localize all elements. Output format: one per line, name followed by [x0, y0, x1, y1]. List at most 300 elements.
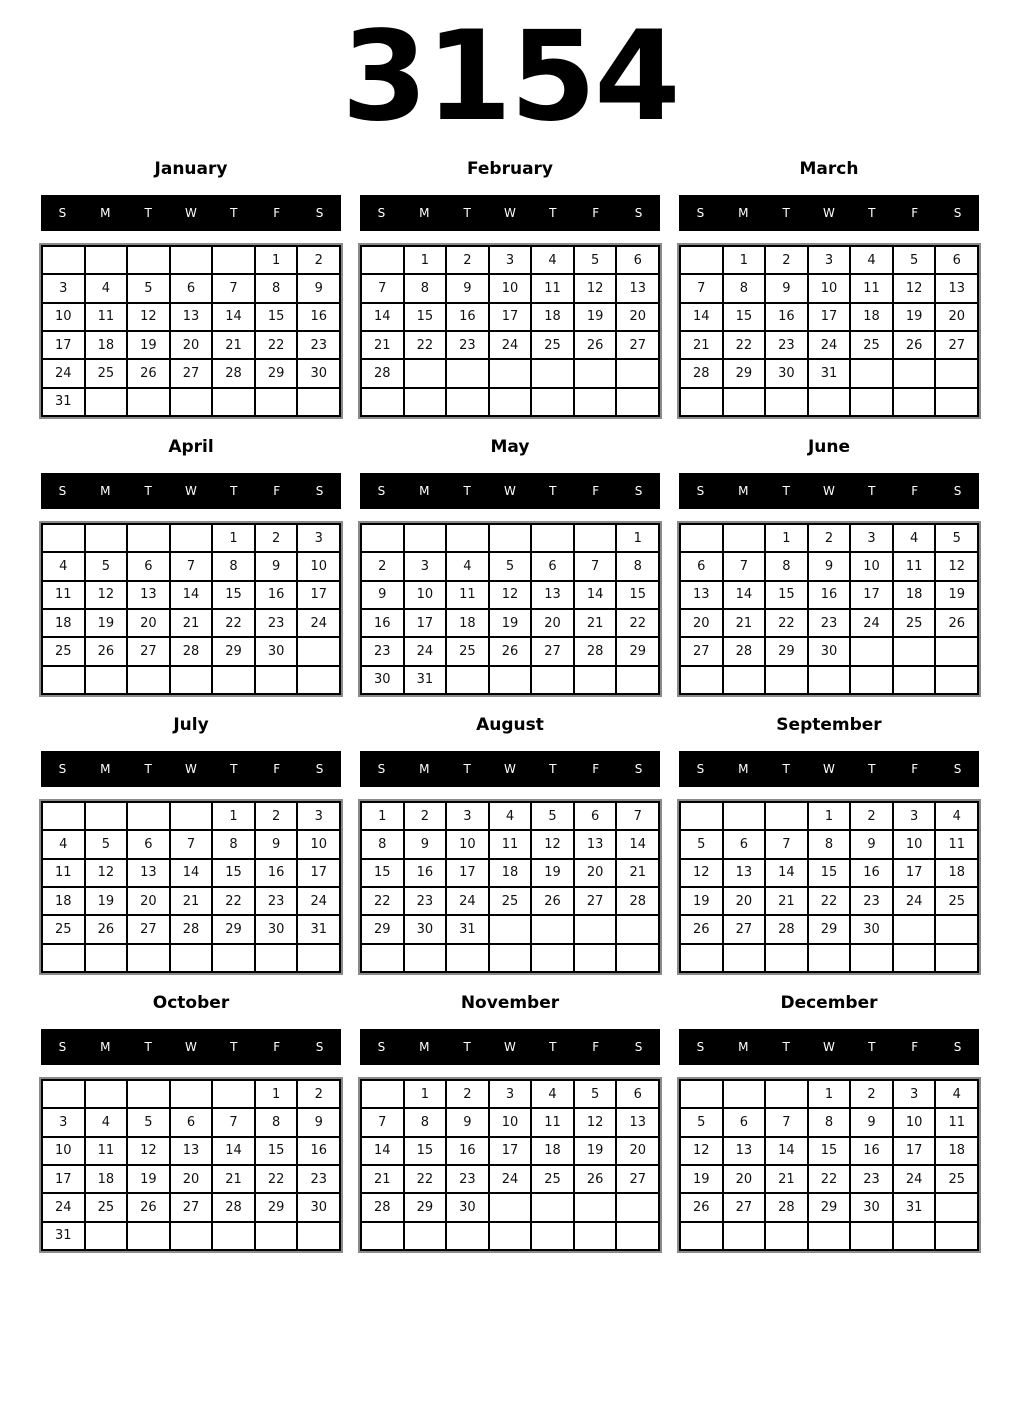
- date-cell: 23: [766, 332, 807, 358]
- date-cell: 28: [766, 1194, 807, 1220]
- weekday-header: [679, 473, 979, 509]
- weekday-label: S: [315, 762, 324, 776]
- date-cell: 29: [213, 916, 254, 942]
- date-cell: 12: [128, 304, 169, 330]
- date-cell: 22: [724, 332, 765, 358]
- weekday-label: S: [377, 206, 386, 220]
- date-cell: 12: [128, 1138, 169, 1164]
- empty-cell: [490, 1223, 531, 1249]
- weekday-label: S: [377, 1040, 386, 1054]
- weekday-label: W: [823, 206, 835, 220]
- weekday-label: T: [868, 762, 876, 776]
- date-cell: 19: [681, 1166, 722, 1192]
- date-cell: 23: [809, 610, 850, 636]
- month-block: [360, 143, 660, 417]
- weekday-label: M: [419, 1040, 430, 1054]
- empty-cell: [936, 360, 977, 386]
- date-cell: 19: [490, 610, 531, 636]
- empty-cell: [171, 667, 212, 693]
- date-cell: 27: [617, 332, 658, 358]
- date-cell: 17: [298, 860, 339, 886]
- date-cell: 19: [128, 1166, 169, 1192]
- date-cell: 20: [617, 304, 658, 330]
- date-cell: 26: [86, 916, 127, 942]
- empty-cell: [936, 1223, 977, 1249]
- date-cell: 15: [617, 582, 658, 608]
- weekday-label: F: [592, 484, 600, 498]
- empty-cell: [298, 389, 339, 415]
- weekday-header: [679, 195, 979, 231]
- empty-cell: [532, 389, 573, 415]
- date-cell: 8: [405, 1109, 446, 1135]
- empty-cell: [724, 1081, 765, 1107]
- year-title: 3154: [341, 5, 679, 149]
- date-cell: 28: [171, 638, 212, 664]
- empty-cell: [809, 389, 850, 415]
- date-cell: 10: [851, 553, 892, 579]
- date-cell: 13: [681, 582, 722, 608]
- weekday-label: W: [185, 484, 197, 498]
- date-cell: 16: [298, 304, 339, 330]
- date-cell: 17: [405, 610, 446, 636]
- date-cell: 30: [851, 916, 892, 942]
- empty-cell: [171, 1223, 212, 1249]
- date-cell: 15: [213, 582, 254, 608]
- date-cell: 17: [490, 1138, 531, 1164]
- date-cell: 22: [256, 1166, 297, 1192]
- date-cell: 10: [43, 304, 84, 330]
- date-cell: 30: [766, 360, 807, 386]
- date-cell: 9: [851, 1109, 892, 1135]
- empty-cell: [256, 389, 297, 415]
- date-cell: 26: [575, 332, 616, 358]
- date-cell: 30: [405, 916, 446, 942]
- weekday-label: F: [911, 1040, 919, 1054]
- weekday-label: T: [549, 762, 557, 776]
- date-cell: 5: [128, 1109, 169, 1135]
- weekday-header: [41, 473, 341, 509]
- month-block: [679, 977, 979, 1251]
- empty-cell: [490, 525, 531, 551]
- weekday-label: S: [377, 484, 386, 498]
- date-cell: 2: [298, 1081, 339, 1107]
- date-cell: 16: [405, 860, 446, 886]
- date-cell: 1: [766, 525, 807, 551]
- date-cell: 10: [490, 275, 531, 301]
- date-cell: 12: [86, 582, 127, 608]
- empty-cell: [447, 389, 488, 415]
- weekday-label: S: [315, 1040, 324, 1054]
- date-cell: 7: [766, 1109, 807, 1135]
- date-cell: 23: [256, 610, 297, 636]
- empty-cell: [617, 1223, 658, 1249]
- date-cell: 22: [766, 610, 807, 636]
- date-cell: 27: [681, 638, 722, 664]
- weekday-label: T: [230, 1040, 238, 1054]
- empty-cell: [298, 945, 339, 971]
- date-cell: 16: [851, 1138, 892, 1164]
- empty-cell: [851, 1223, 892, 1249]
- empty-cell: [362, 525, 403, 551]
- weekday-label: S: [58, 1040, 67, 1054]
- date-cell: 16: [362, 610, 403, 636]
- weekday-label: S: [953, 762, 962, 776]
- date-cell: 8: [724, 275, 765, 301]
- date-cell: 4: [86, 1109, 127, 1135]
- date-cell: 2: [851, 1081, 892, 1107]
- empty-cell: [681, 247, 722, 273]
- date-cell: 27: [171, 360, 212, 386]
- date-cell: 25: [43, 916, 84, 942]
- weekday-label: W: [504, 484, 516, 498]
- date-cell: 4: [447, 553, 488, 579]
- date-cell: 5: [894, 247, 935, 273]
- date-cell: 26: [490, 638, 531, 664]
- date-grid: [360, 801, 660, 973]
- date-cell: 8: [405, 275, 446, 301]
- date-cell: 13: [724, 860, 765, 886]
- date-cell: 19: [936, 582, 977, 608]
- date-cell: 22: [809, 1166, 850, 1192]
- empty-cell: [681, 945, 722, 971]
- weekday-label: W: [185, 1040, 197, 1054]
- date-grid: [360, 245, 660, 417]
- date-cell: 19: [128, 332, 169, 358]
- date-cell: 11: [447, 582, 488, 608]
- month-title: October: [152, 993, 230, 1013]
- date-cell: 16: [298, 1138, 339, 1164]
- date-cell: 29: [213, 638, 254, 664]
- weekday-label: S: [696, 206, 705, 220]
- date-cell: 24: [809, 332, 850, 358]
- date-grid: [41, 523, 341, 695]
- weekday-label: F: [592, 206, 600, 220]
- month-block: [41, 977, 341, 1251]
- empty-cell: [809, 1223, 850, 1249]
- date-cell: 22: [213, 888, 254, 914]
- date-cell: 7: [213, 275, 254, 301]
- weekday-label: S: [953, 1040, 962, 1054]
- date-cell: 1: [213, 803, 254, 829]
- date-cell: 6: [936, 247, 977, 273]
- date-cell: 6: [617, 247, 658, 273]
- date-cell: 2: [405, 803, 446, 829]
- empty-cell: [171, 803, 212, 829]
- date-cell: 27: [171, 1194, 212, 1220]
- empty-cell: [490, 916, 531, 942]
- date-cell: 3: [405, 553, 446, 579]
- weekday-header: [360, 1029, 660, 1065]
- date-cell: 26: [128, 1194, 169, 1220]
- date-cell: 26: [681, 1194, 722, 1220]
- empty-cell: [724, 945, 765, 971]
- date-cell: 25: [936, 1166, 977, 1192]
- empty-cell: [936, 945, 977, 971]
- empty-cell: [894, 638, 935, 664]
- empty-cell: [532, 1223, 573, 1249]
- empty-cell: [617, 667, 658, 693]
- weekday-label: T: [868, 484, 876, 498]
- date-grid: [41, 801, 341, 973]
- date-cell: 9: [809, 553, 850, 579]
- empty-cell: [851, 389, 892, 415]
- empty-cell: [681, 1223, 722, 1249]
- empty-cell: [43, 525, 84, 551]
- date-cell: 29: [362, 916, 403, 942]
- date-cell: 28: [362, 1194, 403, 1220]
- empty-cell: [298, 638, 339, 664]
- date-cell: 17: [809, 304, 850, 330]
- date-cell: 22: [362, 888, 403, 914]
- date-cell: 22: [405, 1166, 446, 1192]
- weekday-label: T: [144, 484, 152, 498]
- empty-cell: [809, 945, 850, 971]
- weekday-label: T: [230, 206, 238, 220]
- weekday-label: T: [230, 484, 238, 498]
- date-cell: 17: [894, 860, 935, 886]
- weekday-label: M: [100, 484, 111, 498]
- date-cell: 21: [213, 1166, 254, 1192]
- date-cell: 31: [298, 916, 339, 942]
- empty-cell: [681, 525, 722, 551]
- empty-cell: [86, 247, 127, 273]
- date-cell: 13: [128, 860, 169, 886]
- month-title: January: [154, 159, 228, 179]
- date-cell: 26: [86, 638, 127, 664]
- weekday-label: T: [549, 206, 557, 220]
- date-cell: 1: [809, 803, 850, 829]
- date-cell: 6: [128, 553, 169, 579]
- empty-cell: [171, 945, 212, 971]
- weekday-label: T: [463, 1040, 471, 1054]
- date-cell: 9: [851, 831, 892, 857]
- date-cell: 15: [256, 1138, 297, 1164]
- month-block: [360, 977, 660, 1251]
- date-cell: 1: [405, 247, 446, 273]
- date-cell: 28: [575, 638, 616, 664]
- date-cell: 10: [298, 831, 339, 857]
- weekday-header: [360, 751, 660, 787]
- date-cell: 2: [447, 247, 488, 273]
- date-cell: 21: [362, 332, 403, 358]
- date-cell: 18: [86, 1166, 127, 1192]
- empty-cell: [575, 945, 616, 971]
- date-cell: 6: [724, 1109, 765, 1135]
- date-cell: 9: [447, 275, 488, 301]
- date-cell: 12: [86, 860, 127, 886]
- empty-cell: [362, 1081, 403, 1107]
- date-cell: 4: [532, 247, 573, 273]
- date-cell: 24: [851, 610, 892, 636]
- empty-cell: [894, 1223, 935, 1249]
- date-cell: 1: [256, 1081, 297, 1107]
- date-cell: 14: [171, 860, 212, 886]
- empty-cell: [936, 916, 977, 942]
- empty-cell: [128, 667, 169, 693]
- date-cell: 10: [809, 275, 850, 301]
- weekday-label: W: [504, 206, 516, 220]
- empty-cell: [128, 1223, 169, 1249]
- weekday-label: W: [823, 484, 835, 498]
- empty-cell: [86, 1081, 127, 1107]
- date-cell: 1: [213, 525, 254, 551]
- date-cell: 5: [681, 831, 722, 857]
- date-cell: 25: [532, 332, 573, 358]
- month-block: [679, 143, 979, 417]
- date-cell: 12: [490, 582, 531, 608]
- month-title: February: [466, 159, 554, 179]
- month-block: [41, 143, 341, 417]
- weekday-label: W: [185, 206, 197, 220]
- date-cell: 16: [447, 1138, 488, 1164]
- empty-cell: [362, 945, 403, 971]
- weekday-label: F: [911, 206, 919, 220]
- date-cell: 2: [256, 803, 297, 829]
- empty-cell: [766, 803, 807, 829]
- month-block: [41, 699, 341, 973]
- date-cell: 29: [256, 1194, 297, 1220]
- date-cell: 23: [362, 638, 403, 664]
- date-grid: [679, 1079, 979, 1251]
- date-cell: 16: [809, 582, 850, 608]
- date-cell: 15: [362, 860, 403, 886]
- weekday-label: F: [273, 484, 281, 498]
- empty-cell: [447, 360, 488, 386]
- empty-cell: [681, 389, 722, 415]
- empty-cell: [86, 667, 127, 693]
- date-cell: 17: [447, 860, 488, 886]
- date-cell: 21: [362, 1166, 403, 1192]
- weekday-label: M: [419, 484, 430, 498]
- date-cell: 28: [681, 360, 722, 386]
- date-cell: 19: [894, 304, 935, 330]
- date-cell: 1: [362, 803, 403, 829]
- empty-cell: [213, 1223, 254, 1249]
- date-cell: 23: [298, 332, 339, 358]
- weekday-label: T: [782, 762, 790, 776]
- date-cell: 17: [894, 1138, 935, 1164]
- empty-cell: [894, 945, 935, 971]
- date-cell: 11: [86, 1138, 127, 1164]
- date-cell: 4: [532, 1081, 573, 1107]
- weekday-label: W: [823, 762, 835, 776]
- empty-cell: [724, 525, 765, 551]
- weekday-header: [41, 195, 341, 231]
- date-cell: 3: [43, 1109, 84, 1135]
- weekday-label: F: [592, 762, 600, 776]
- date-cell: 22: [405, 332, 446, 358]
- date-cell: 19: [575, 304, 616, 330]
- date-cell: 23: [298, 1166, 339, 1192]
- date-cell: 25: [894, 610, 935, 636]
- date-cell: 26: [575, 1166, 616, 1192]
- empty-cell: [575, 525, 616, 551]
- month-title: March: [799, 159, 859, 179]
- month-block: [360, 699, 660, 973]
- date-cell: 24: [490, 1166, 531, 1192]
- empty-cell: [894, 360, 935, 386]
- date-cell: 2: [766, 247, 807, 273]
- date-cell: 27: [936, 332, 977, 358]
- weekday-label: S: [953, 206, 962, 220]
- empty-cell: [405, 1223, 446, 1249]
- month-title: June: [807, 437, 851, 457]
- date-cell: 14: [681, 304, 722, 330]
- empty-cell: [894, 667, 935, 693]
- date-cell: 3: [490, 1081, 531, 1107]
- date-cell: 4: [490, 803, 531, 829]
- weekday-label: F: [273, 762, 281, 776]
- date-cell: 14: [362, 1138, 403, 1164]
- empty-cell: [256, 1223, 297, 1249]
- date-cell: 16: [851, 860, 892, 886]
- date-cell: 12: [532, 831, 573, 857]
- empty-cell: [724, 803, 765, 829]
- empty-cell: [86, 389, 127, 415]
- date-cell: 1: [809, 1081, 850, 1107]
- date-grid: [679, 801, 979, 973]
- date-cell: 30: [851, 1194, 892, 1220]
- date-cell: 18: [936, 1138, 977, 1164]
- date-cell: 23: [851, 888, 892, 914]
- empty-cell: [894, 389, 935, 415]
- date-cell: 28: [171, 916, 212, 942]
- date-cell: 4: [894, 525, 935, 551]
- date-cell: 20: [681, 610, 722, 636]
- date-cell: 7: [171, 831, 212, 857]
- date-cell: 21: [724, 610, 765, 636]
- empty-cell: [936, 638, 977, 664]
- empty-cell: [766, 1223, 807, 1249]
- weekday-label: T: [549, 484, 557, 498]
- date-cell: 22: [617, 610, 658, 636]
- empty-cell: [405, 945, 446, 971]
- weekday-header: [41, 1029, 341, 1065]
- empty-cell: [128, 803, 169, 829]
- date-cell: 7: [617, 803, 658, 829]
- date-grid: [41, 1079, 341, 1251]
- date-cell: 3: [490, 247, 531, 273]
- date-cell: 18: [43, 888, 84, 914]
- empty-cell: [86, 1223, 127, 1249]
- empty-cell: [128, 945, 169, 971]
- weekday-label: T: [144, 762, 152, 776]
- date-cell: 3: [894, 803, 935, 829]
- date-cell: 22: [809, 888, 850, 914]
- empty-cell: [681, 803, 722, 829]
- date-cell: 26: [936, 610, 977, 636]
- date-cell: 11: [936, 1109, 977, 1135]
- date-cell: 8: [617, 553, 658, 579]
- date-cell: 3: [447, 803, 488, 829]
- weekday-label: M: [419, 206, 430, 220]
- date-cell: 15: [809, 860, 850, 886]
- empty-cell: [43, 1081, 84, 1107]
- date-cell: 24: [298, 610, 339, 636]
- date-cell: 16: [256, 582, 297, 608]
- date-cell: 21: [171, 610, 212, 636]
- weekday-header: [679, 1029, 979, 1065]
- date-cell: 13: [171, 304, 212, 330]
- empty-cell: [405, 360, 446, 386]
- date-cell: 14: [213, 304, 254, 330]
- date-cell: 7: [575, 553, 616, 579]
- date-cell: 21: [766, 1166, 807, 1192]
- date-cell: 19: [681, 888, 722, 914]
- weekday-label: T: [782, 484, 790, 498]
- date-cell: 4: [43, 831, 84, 857]
- date-cell: 6: [617, 1081, 658, 1107]
